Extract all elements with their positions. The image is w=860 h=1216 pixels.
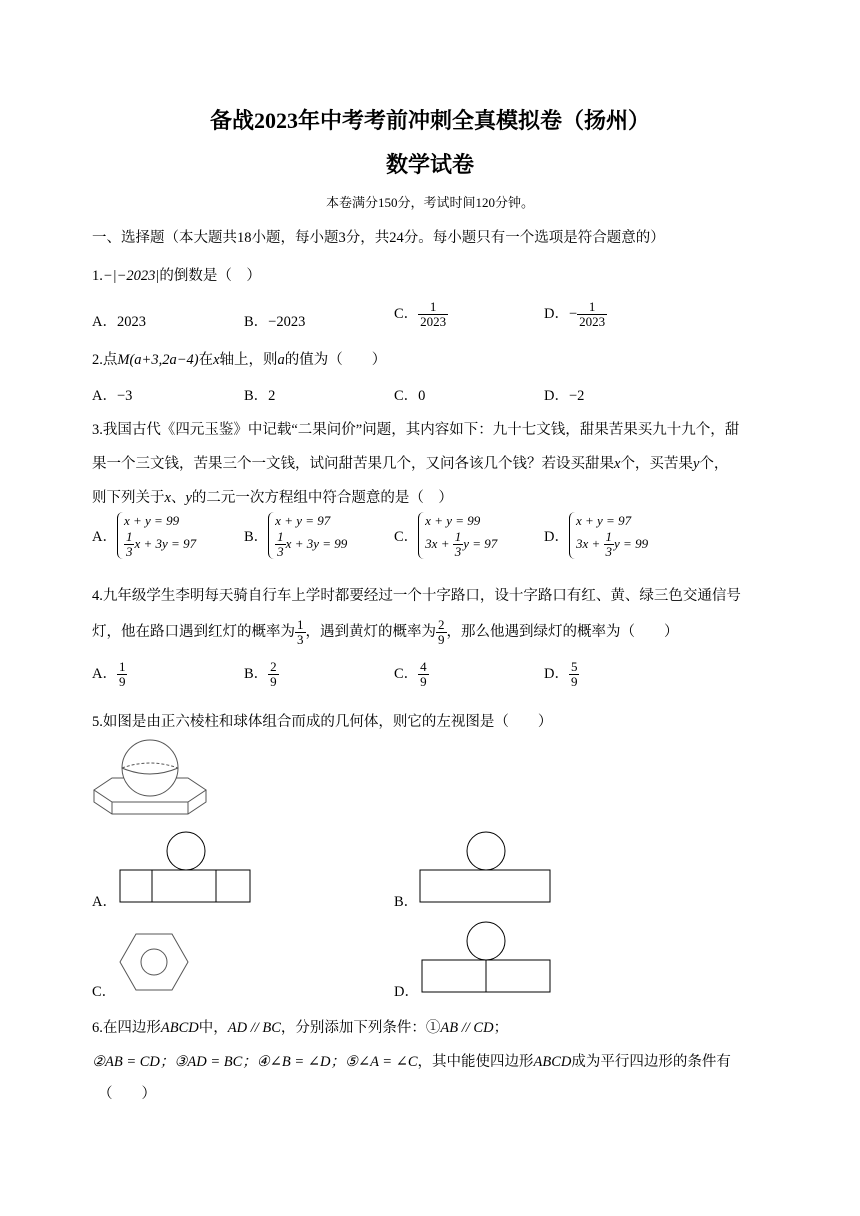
question-6-answer-blank: （ ） xyxy=(98,1086,156,1102)
fraction-denominator: 9 xyxy=(270,674,277,690)
fraction xyxy=(453,530,464,560)
question-2-stem xyxy=(92,348,386,369)
question-6-line-2 xyxy=(92,1050,731,1071)
circle-view xyxy=(467,832,505,870)
q3-var-x: x xyxy=(614,456,621,472)
fraction-numerator: 1 xyxy=(454,528,462,544)
q2-text: 2.点 xyxy=(92,352,118,368)
sphere xyxy=(122,740,178,796)
rect-view xyxy=(420,870,550,902)
question-1-stem xyxy=(92,264,261,285)
equation-row xyxy=(124,530,196,560)
eq-part: y = 97 xyxy=(463,535,498,551)
equation-system xyxy=(117,512,196,559)
question-6-line-1 xyxy=(92,1016,508,1037)
fraction-denominator: 3 xyxy=(297,632,304,648)
q5-option-b-label: B． xyxy=(394,894,419,910)
q2-point: M(a+3,2a−4) xyxy=(117,352,199,368)
fraction-numerator: 1 xyxy=(125,528,133,544)
fraction-numerator: 1 xyxy=(577,300,607,315)
q3-option-b-label: B． xyxy=(244,529,269,546)
fraction-numerator: 5 xyxy=(570,659,578,674)
q1-option-c-fraction xyxy=(418,300,448,330)
equation-system xyxy=(418,512,497,559)
q6-text: ； xyxy=(493,1020,509,1036)
question-4-line-2 xyxy=(92,618,679,648)
equation-row: x + y = 97 xyxy=(275,513,331,528)
fraction-denominator: 2023 xyxy=(579,314,606,330)
circle-view xyxy=(467,922,505,960)
q3-option-a xyxy=(92,512,196,559)
q6-condition: AD // BC xyxy=(227,1020,281,1036)
option-label: D． xyxy=(544,666,569,683)
question-3-line-2 xyxy=(92,452,728,473)
q6-text: 6.在四边形 xyxy=(92,1020,161,1036)
q4-text: 灯，他在路口遇到红灯的概率为 xyxy=(92,624,295,641)
fraction-denominator: 9 xyxy=(420,674,427,690)
q1-option-d-label: D．− xyxy=(544,306,578,323)
question-3-line-1: 3.我国古代《四元玉鉴》中记载“二果问价”问题，其内容如下：九十七文钱，甜果苦果买九十九个，甜 xyxy=(92,422,740,438)
q5-solid-figure xyxy=(92,738,212,822)
q6-text: ，其中能使四边形 xyxy=(417,1054,534,1070)
question-4-line-1: 4.九年级学生李明每天骑自行车上学时都要经过一个十字路口，设十字路口有红、黄、绿三色交通信号 xyxy=(92,588,741,604)
q3-option-a-label: A． xyxy=(92,529,117,546)
fraction-numerator: 2 xyxy=(438,617,445,632)
fraction-denominator: 9 xyxy=(570,674,578,690)
fraction-denominator: 2023 xyxy=(420,314,447,330)
fraction-numerator: 4 xyxy=(420,659,427,674)
q2-text: 在 xyxy=(198,352,214,368)
q2-text: 轴上，则 xyxy=(219,352,278,368)
page-subtitle: 数学试卷 xyxy=(385,152,474,177)
fraction-numerator: 1 xyxy=(118,659,126,674)
equation-row: x + y = 97 xyxy=(575,513,632,528)
question-5-stem: 5.如图是由正六棱柱和球体组合而成的几何体，则它的左视图是（ ） xyxy=(92,714,553,730)
fraction-denominator: 3 xyxy=(277,543,284,559)
q5-option-b-figure xyxy=(418,830,554,904)
q1-prefix: 1. xyxy=(92,268,103,284)
q1-suffix: 的倒数是（ ） xyxy=(159,268,261,284)
fraction xyxy=(275,530,286,560)
fraction-numerator: 2 xyxy=(270,659,277,674)
q6-text: 成为平行四边形的条件有 xyxy=(571,1054,731,1070)
fraction-denominator: 3 xyxy=(125,543,133,559)
q4-text: ，遇到黄灯的概率为 xyxy=(305,624,436,641)
q5-option-d-figure xyxy=(420,920,554,994)
q2-var-x: x xyxy=(213,352,220,368)
q3-var-x: x xyxy=(164,490,171,506)
equation-row xyxy=(425,530,497,560)
equation-system xyxy=(569,512,648,559)
q3-text: 的二元一次方程组中符合题意的是（ ） xyxy=(191,490,453,506)
q3-var-y: y xyxy=(692,456,700,472)
fraction xyxy=(117,660,128,690)
fraction xyxy=(268,660,279,690)
q3-text: 、 xyxy=(170,490,186,506)
q3-text: 则下列关于 xyxy=(92,490,165,506)
q4-option-a xyxy=(92,660,127,690)
equation-row: x + y = 99 xyxy=(425,513,481,528)
fraction-numerator: 1 xyxy=(277,528,284,544)
q1-expression: −|−2023| xyxy=(102,268,160,284)
equation-row xyxy=(275,530,347,560)
q3-text: 个， xyxy=(699,456,729,472)
red-probability xyxy=(295,618,306,648)
q3-option-b xyxy=(244,512,347,559)
question-3-line-3 xyxy=(92,486,453,507)
fraction xyxy=(569,660,580,690)
q5-option-d-label: D． xyxy=(394,984,419,1000)
q6-quad: ABCD xyxy=(533,1054,572,1070)
fraction-numerator: 1 xyxy=(605,528,613,544)
q5-option-c-label: C． xyxy=(92,984,117,1000)
q2-option-a: A．−3 xyxy=(92,388,133,404)
q6-text: ，分别添加下列条件：① xyxy=(280,1020,441,1036)
eq-part: 3x + xyxy=(575,535,604,551)
page-title: 备战2023年中考考前冲刺全真模拟卷（扬州） xyxy=(209,108,650,133)
fraction-numerator: 1 xyxy=(418,300,448,315)
eq-part: y = 99 xyxy=(614,535,649,551)
equation-row xyxy=(576,530,648,560)
q6-condition-1: AB // CD xyxy=(440,1020,494,1036)
q1-option-b: B．−2023 xyxy=(244,314,306,330)
q1-option-c-label: C． xyxy=(394,306,419,323)
q3-option-c-label: C． xyxy=(394,529,419,546)
q3-var-y: y xyxy=(185,490,192,506)
q2-text: 的值为（ ） xyxy=(284,352,387,368)
exam-note: 本卷满分150分，考试时间120分钟。 xyxy=(325,195,534,210)
q2-option-b: B．2 xyxy=(244,388,276,404)
eq-part: 3x + xyxy=(425,535,453,551)
q1-option-a: A．2023 xyxy=(92,314,146,330)
fraction-numerator: 1 xyxy=(297,617,304,632)
q4-text: ，那么他遇到绿灯的概率为（ ） xyxy=(446,624,679,641)
fraction xyxy=(604,530,615,560)
fraction xyxy=(124,530,135,560)
q3-option-d xyxy=(544,512,648,559)
q2-var-a: a xyxy=(277,352,285,368)
hexagon-view xyxy=(120,934,188,990)
q1-option-d-fraction xyxy=(577,300,607,330)
fraction-denominator: 3 xyxy=(605,543,613,559)
fraction-denominator: 3 xyxy=(454,543,462,559)
q5-option-c-figure xyxy=(118,930,190,994)
q2-option-d: D．−2 xyxy=(544,388,585,404)
q1-option-d xyxy=(544,300,607,330)
q4-option-b xyxy=(244,660,279,690)
q6-text: 中， xyxy=(198,1020,228,1036)
fraction xyxy=(418,660,429,690)
rect-view xyxy=(120,870,250,902)
q3-text: 果一个三文钱，苦果三个一文钱，试问甜苦果几个，又问各该几个钱？若设买甜果 xyxy=(92,456,614,472)
q5-option-a-figure xyxy=(118,830,254,904)
option-label: B． xyxy=(244,666,269,683)
equation-row: x + y = 99 xyxy=(123,513,180,528)
equation-system xyxy=(268,512,347,559)
fraction-denominator: 9 xyxy=(118,674,126,690)
q3-text: 个，买苦果 xyxy=(620,456,693,472)
option-label: A． xyxy=(92,666,117,683)
q4-option-c xyxy=(394,660,429,690)
q1-option-c xyxy=(394,300,448,330)
q6-quad: ABCD xyxy=(160,1020,199,1036)
q6-conditions: ②AB = CD；③AD = BC；④∠B = ∠D；⑤∠A = ∠C xyxy=(92,1054,418,1070)
eq-part: x + 3y = 97 xyxy=(134,535,197,551)
q3-option-c xyxy=(394,512,497,559)
eq-part: x + 3y = 99 xyxy=(285,535,348,551)
option-label: C． xyxy=(394,666,419,683)
circle-view xyxy=(167,832,205,870)
q3-option-d-label: D． xyxy=(544,529,569,546)
fraction-denominator: 9 xyxy=(438,632,445,648)
q4-option-d xyxy=(544,660,579,690)
q2-option-c: C．0 xyxy=(394,388,426,404)
section-heading: 一、选择题（本大题共18小题，每小题3分，共24分。每小题只有一个选项是符合题意的） xyxy=(92,230,665,246)
q5-option-a-label: A． xyxy=(92,894,117,910)
circle-view xyxy=(141,949,167,975)
yellow-probability xyxy=(436,618,447,648)
